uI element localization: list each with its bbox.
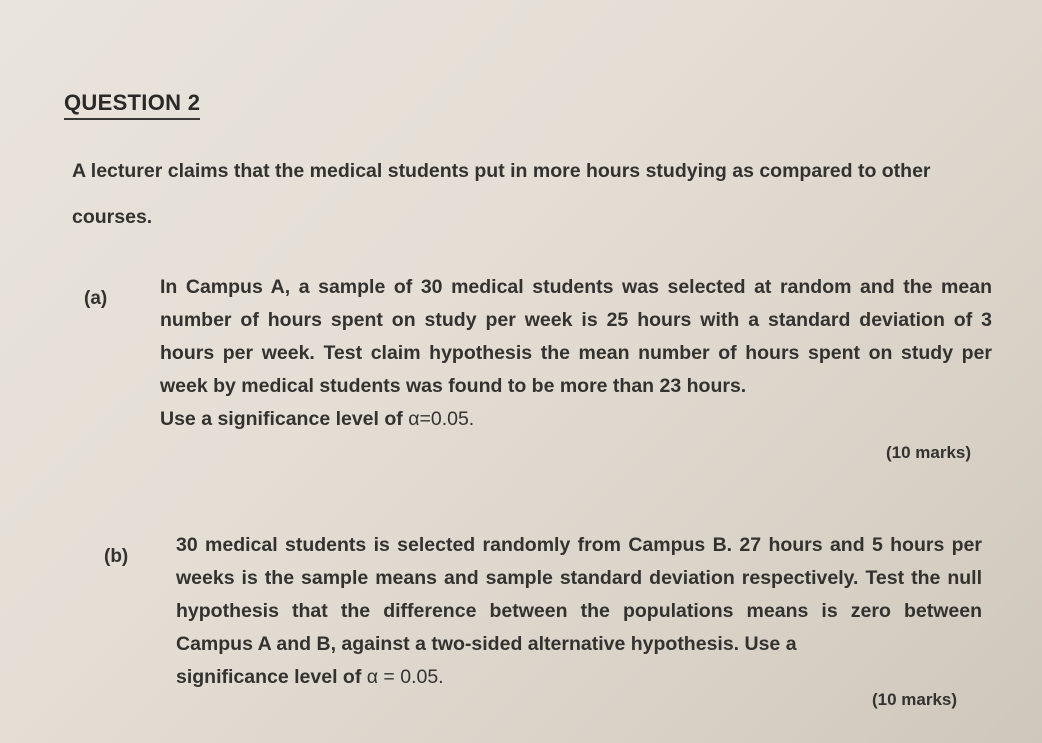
part-b-significance-value: α = 0.05. — [366, 666, 444, 688]
part-a-significance-value: α=0.05. — [408, 408, 475, 430]
part-a-body: In Campus A, a sample of 30 medical students was selected at random and the mean number of hours spent on study per week is 25 hours with a standard deviation of 3 hours per week. Test claim hypothesis the mean number of hours spent on study per week by medical students was found to be more than 23 hours. — [160, 276, 992, 397]
part-a-significance-prefix: Use a significance level of — [160, 408, 409, 430]
part-a-text — [160, 271, 992, 436]
question-heading: QUESTION 2 — [64, 90, 200, 120]
part-b-significance-prefix: significance level of — [176, 666, 367, 688]
part-a-label: (a) — [84, 288, 108, 309]
part-b-label: (b) — [104, 546, 129, 567]
part-a-marks: (10 marks) — [886, 443, 972, 462]
part-b-body: 30 medical students is selected randomly from Campus B. 27 hours and 5 hours per weeks is the sample means and sample standard deviation respectively. Test the null hypothesis that the difference between the populations means is zero between Campus A and B, against a two-sided alternative hypothesis. Use a — [176, 534, 982, 655]
question-intro: A lecturer claims that the medical students put in more hours studying as compared to other courses. — [72, 160, 931, 228]
part-b-text — [176, 529, 982, 694]
part-b-marks: (10 marks) — [872, 690, 958, 709]
